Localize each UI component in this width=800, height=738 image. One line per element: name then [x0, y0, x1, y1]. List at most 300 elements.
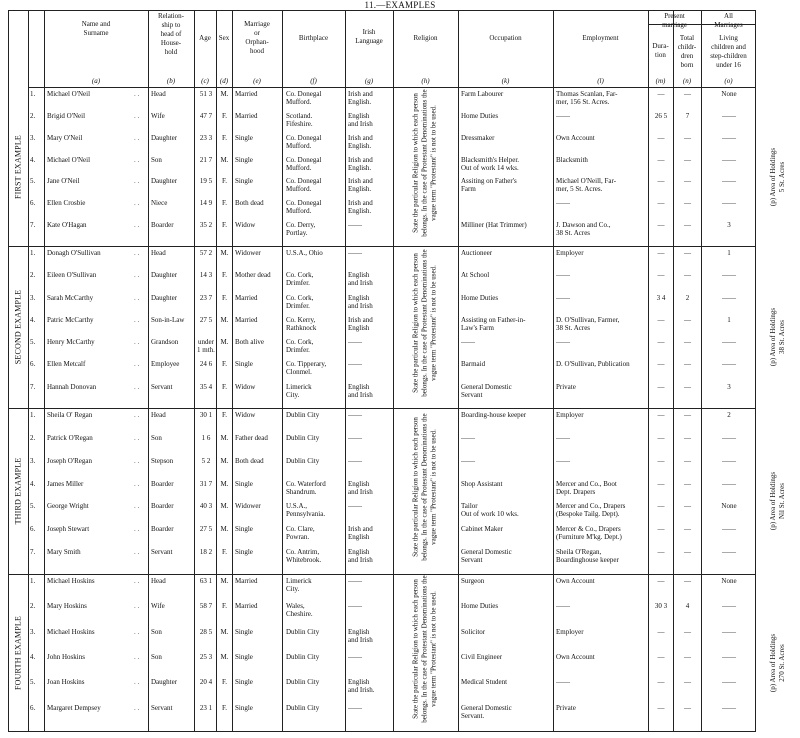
living-children: —— [722, 338, 736, 347]
person-name: Joseph O'Regan [47, 456, 93, 465]
person-name: Jane O'Neil [47, 177, 80, 186]
age: 19 5 [199, 177, 213, 186]
employment: —— [556, 338, 570, 347]
total-children-born: — [684, 315, 691, 324]
religion-note: State the particular Religion to which each person belongs. In the case of Protestant Denominations the vague term "Protestant" is not to be used. [411, 249, 438, 397]
col-letter: (d) [219, 77, 229, 85]
relationship: Employee [151, 360, 180, 369]
marital-status: Married [235, 315, 258, 324]
total-children-born: — [684, 433, 691, 442]
living-children: 3 [727, 221, 731, 230]
occupation: —— [461, 433, 475, 442]
col-letter: (o) [724, 77, 733, 85]
example-label: SECOND EXAMPLE [13, 289, 23, 365]
person-name: Joan Hoskins [47, 678, 85, 687]
relationship: Servant [151, 548, 173, 557]
age: 5 2 [201, 456, 211, 465]
age: 14 9 [199, 199, 213, 208]
name-leader: . . [134, 338, 140, 347]
row-number: 1. [30, 411, 36, 419]
sex: M. [220, 338, 229, 347]
relationship: Boarder [151, 502, 174, 511]
employment: —— [556, 199, 570, 208]
row-number: 6. [30, 199, 36, 208]
living-children: —— [722, 433, 736, 442]
person-name: Ellen Metcalf [47, 360, 86, 369]
living-children: —— [722, 548, 736, 557]
age: 35 2 [199, 221, 213, 230]
total-children-born: — [684, 479, 691, 488]
name-leader: . . [134, 456, 140, 465]
relationship: Son [151, 155, 162, 164]
birthplace: Scotland. Fifeshire. [286, 111, 313, 128]
person-name: Henry McCarthy [47, 338, 95, 347]
birthplace: Co. Cork, Drimfer. [286, 338, 314, 355]
birthplace: Co. Antrim, Whitebrook. [286, 548, 322, 565]
relationship: Son-in-Law [151, 315, 185, 324]
area-of-holdings: (p) Area of Holdings 5 St. Acres [769, 147, 786, 206]
marital-status: Both dead [235, 199, 264, 208]
person-name: Ellen Crosbie [47, 199, 86, 208]
row-number: 3. [30, 133, 36, 142]
column-rule [28, 10, 29, 732]
col-letter: (n) [682, 77, 692, 85]
living-children: —— [722, 678, 736, 687]
marital-status: Both dead [235, 456, 264, 465]
irish-language: Irish and English [348, 315, 373, 332]
occupation: Solicitor [461, 627, 486, 636]
marriage-duration: — [657, 249, 665, 257]
age: 1 6 [201, 433, 211, 442]
living-children: —— [722, 703, 736, 712]
col-header-sex: Sex [218, 34, 230, 42]
person-name: George Wright [47, 502, 89, 511]
irish-language: Irish and English [348, 525, 373, 542]
name-leader: . . [134, 678, 140, 687]
total-children-born: — [684, 577, 691, 585]
person-name: Brigid O'Neil [47, 111, 86, 120]
row-number: 2. [30, 433, 36, 442]
birthplace: Dublin City [286, 653, 320, 661]
column-rule [194, 10, 195, 732]
religion-note: State the particular Religion to which each person belongs. In the case of Protestant Denominations the vague term "Protestant" is not to be used. [411, 575, 438, 723]
sex: M. [220, 315, 229, 324]
person-name: John Hoskins [47, 653, 85, 661]
relationship: Head [151, 249, 166, 257]
sex: M. [220, 653, 229, 661]
person-name: Michael O'Neil [47, 155, 91, 164]
marital-status: Single [235, 653, 253, 661]
person-name: Mary Smith [47, 548, 81, 557]
marriage-duration: — [657, 315, 665, 324]
marital-status: Widower [235, 502, 261, 511]
name-leader: . . [134, 249, 140, 257]
row-number: 4. [30, 155, 36, 164]
total-children-born: — [684, 90, 691, 98]
row-number: 5. [30, 338, 36, 347]
marital-status: Single [235, 678, 253, 687]
irish-language: —— [348, 502, 362, 511]
person-name: Sheila O' Regan [47, 411, 93, 419]
sex: F. [221, 548, 228, 557]
row-number: 3. [30, 293, 36, 302]
occupation: General Domestic Servant. [461, 703, 512, 720]
living-children: —— [722, 360, 736, 369]
name-leader: . . [134, 502, 140, 511]
living-children: —— [722, 177, 736, 186]
occupation: Shop Assistant [461, 479, 503, 488]
employment: Private [556, 703, 576, 712]
birthplace: Dublin City [286, 456, 320, 465]
marital-status: Widow [235, 411, 256, 419]
occupation: Assiting on Father's Farm [461, 177, 517, 194]
employment: J. Dawson and Co., 38 St. Acres [556, 221, 611, 238]
marital-status: Single [235, 360, 253, 369]
birthplace: Dublin City [286, 703, 320, 712]
occupation: Barmaid [461, 360, 486, 369]
sex: M. [220, 249, 229, 257]
row-number: 2. [30, 602, 36, 611]
irish-language: —— [348, 360, 362, 369]
birthplace: Co. Derry, Portlay. [286, 221, 316, 238]
row-number: 4. [30, 653, 36, 661]
name-leader: . . [134, 382, 140, 391]
age: 18 2 [199, 548, 213, 557]
name-leader: . . [134, 271, 140, 280]
employment: Blacksmith [556, 155, 588, 164]
marriage-duration: — [657, 360, 665, 369]
col-header-all-marriages: All Marriages [714, 12, 743, 29]
marriage-duration: — [657, 627, 665, 636]
total-children-born: — [684, 382, 691, 391]
name-leader: . . [134, 155, 140, 164]
age: 31 7 [199, 479, 213, 488]
living-children: —— [722, 271, 736, 280]
age: 23 1 [199, 703, 213, 712]
name-leader: . . [134, 653, 140, 661]
marital-status: Single [235, 177, 253, 186]
person-name: Eileen O'Sullivan [47, 271, 97, 280]
person-name: Margaret Dempsey [47, 703, 101, 712]
birthplace: Limerick City. [286, 382, 312, 399]
total-children-born: — [684, 155, 691, 164]
total-children-born: — [684, 678, 691, 687]
relationship: Head [151, 411, 166, 419]
age: 35 4 [199, 382, 213, 391]
name-leader: . . [134, 433, 140, 442]
birthplace: Co. Donegal Mufford. [286, 133, 322, 150]
irish-language: —— [348, 221, 362, 230]
row-number: 1. [30, 90, 36, 98]
sex: M. [220, 627, 229, 636]
living-children: None [721, 90, 737, 98]
employment: —— [556, 293, 570, 302]
name-leader: . . [134, 411, 140, 419]
birthplace: Dublin City [286, 411, 320, 419]
age: 63 1 [199, 577, 213, 585]
living-children: —— [722, 293, 736, 302]
marital-status: Widower [235, 249, 261, 257]
total-children-born: — [684, 653, 691, 661]
birthplace: Limerick City. [286, 577, 312, 593]
marriage-duration: — [657, 577, 665, 585]
sex: M. [220, 433, 229, 442]
col-header-marriage: Marriage or Orphan- hood [244, 20, 270, 55]
birthplace: Co. Cork, Drimfer. [286, 271, 314, 288]
birthplace: Co. Donegal Mufford. [286, 177, 322, 194]
sex: F. [221, 360, 228, 369]
occupation: Medical Student [461, 678, 508, 687]
name-leader: . . [134, 221, 140, 230]
living-children: None [721, 502, 737, 511]
col-header-irish-language: Irish Language [355, 28, 383, 45]
relationship: Wife [151, 111, 165, 120]
column-rule [345, 10, 346, 732]
name-leader: . . [134, 602, 140, 611]
name-leader: . . [134, 525, 140, 534]
person-name: Joseph Stewart [47, 525, 90, 534]
age: under 1 mth. [197, 338, 215, 355]
marital-status: Father dead [235, 433, 268, 442]
relationship: Servant [151, 382, 173, 391]
occupation: Blacksmith's Helper. Out of work 14 wks. [461, 155, 520, 172]
total-children-born: 7 [685, 111, 690, 120]
sex: F. [221, 177, 228, 186]
living-children: —— [722, 627, 736, 636]
employment: Mercer and Co., Drapers (Bespoke Tailg. Dept). [556, 502, 626, 519]
name-leader: . . [134, 199, 140, 208]
irish-language: —— [348, 577, 362, 585]
name-leader: . . [134, 577, 140, 585]
marriage-duration: — [657, 199, 665, 208]
header-rule [28, 87, 756, 88]
living-children: —— [722, 133, 736, 142]
marriage-duration: — [657, 525, 665, 534]
person-name: Patrick O'Regan [47, 433, 93, 442]
irish-language: —— [348, 456, 362, 465]
living-children: —— [722, 653, 736, 661]
person-name: Sarah McCarthy [47, 293, 94, 302]
age: 27 5 [199, 525, 213, 534]
area-of-holdings: (p) Area of Holdings 38 St. Acres [769, 307, 786, 367]
person-name: James Miller [47, 479, 84, 488]
total-children-born: — [684, 249, 691, 257]
name-leader: . . [134, 315, 140, 324]
row-number: 5. [30, 177, 36, 186]
employment: Mercer and Co., Boot Dept. Drapers [556, 479, 617, 496]
row-number: 1. [30, 249, 36, 257]
example-rule [8, 408, 756, 409]
marriage-duration: — [657, 133, 665, 142]
age: 25 3 [199, 653, 213, 661]
col-letter: (e) [253, 77, 261, 85]
col-header-occupation: Occupation [489, 34, 522, 42]
name-leader: . . [134, 703, 140, 712]
relationship: Daughter [151, 271, 178, 280]
row-number: 6. [30, 360, 36, 369]
col-letter: (f) [310, 77, 317, 85]
marriage-duration: 3 4 [656, 293, 666, 302]
age: 28 5 [199, 627, 213, 636]
relationship: Wife [151, 602, 165, 611]
living-children: 3 [727, 382, 731, 391]
total-children-born: — [684, 271, 691, 280]
total-children-born: — [684, 456, 691, 465]
row-number: 4. [30, 315, 36, 324]
sex: F. [221, 293, 228, 302]
row-number: 6. [30, 525, 36, 534]
marital-status: Single [235, 627, 253, 636]
example-label: THIRD EXAMPLE [13, 457, 23, 525]
marriage-duration: — [657, 90, 665, 98]
occupation: Auctioneer [461, 249, 493, 257]
name-leader: . . [134, 111, 140, 120]
example-label: FIRST EXAMPLE [13, 134, 23, 199]
row-number: 5. [30, 678, 36, 687]
total-children-born: 2 [685, 293, 690, 302]
sex: M. [220, 525, 229, 534]
age: 23 3 [199, 133, 213, 142]
marital-status: Single [235, 525, 253, 534]
relationship: Son [151, 653, 162, 661]
column-rule [232, 10, 233, 732]
living-children: —— [722, 602, 736, 611]
col-letter: (c) [201, 77, 209, 85]
relationship: Boarder [151, 525, 174, 534]
employment: D. O'Sullivan, Publication [556, 360, 630, 369]
irish-language: Irish and English. [348, 90, 373, 106]
relationship: Daughter [151, 133, 178, 142]
irish-language: —— [348, 338, 362, 347]
col-letter: (h) [421, 77, 430, 85]
marriage-duration: — [657, 703, 665, 712]
age: 47 7 [199, 111, 213, 120]
employment: Own Account [556, 133, 595, 142]
relationship: Boarder [151, 221, 174, 230]
age: 21 7 [199, 155, 213, 164]
marriage-duration: 30 3 [654, 602, 668, 611]
occupation: Farm Labourer [461, 90, 504, 98]
employment: Employer [556, 249, 584, 257]
employment: —— [556, 111, 570, 120]
marital-status: Married [235, 577, 258, 585]
marriage-duration: — [657, 271, 665, 280]
marriage-duration: — [657, 221, 665, 230]
total-children-born: — [684, 360, 691, 369]
irish-language: —— [348, 703, 362, 712]
sex: M. [220, 155, 229, 164]
example-label: FOURTH EXAMPLE [13, 615, 23, 691]
total-children-born: — [684, 525, 691, 534]
person-name: Kate O'Hagan [47, 221, 87, 230]
person-name: Mary Hoskins [47, 602, 87, 611]
employment: D. O'Sullivan, Farmer, 38 St. Acres [556, 315, 620, 332]
sex: M. [220, 479, 229, 488]
row-number: 7. [30, 548, 36, 557]
marriage-duration: — [657, 338, 665, 347]
irish-language: —— [348, 653, 362, 661]
irish-language: Irish and English. [348, 155, 373, 172]
employment: Employer [556, 411, 584, 419]
marriage-duration: — [657, 678, 665, 687]
age: 51 3 [199, 90, 213, 98]
marriage-duration: — [657, 456, 665, 465]
relationship: Head [151, 90, 166, 98]
sex: F. [221, 703, 228, 712]
total-children-born: 4 [685, 602, 690, 611]
irish-language: English and Irish [348, 271, 373, 288]
sex: F. [221, 382, 228, 391]
row-number: 4. [30, 479, 36, 488]
example-rule [8, 246, 756, 247]
age: 40 3 [199, 502, 213, 511]
irish-language: Irish and English. [348, 133, 373, 150]
employment: Private [556, 382, 576, 391]
sex: F. [221, 271, 228, 280]
irish-language: English and Irish [348, 293, 373, 310]
sex: F. [221, 199, 228, 208]
name-leader: . . [134, 479, 140, 488]
occupation: Assisting on Father-in- Law's Farm [461, 315, 526, 332]
area-of-holdings: (p) Area of Holdings Nil St. Acres [769, 471, 786, 531]
marriage-duration: — [657, 548, 665, 557]
marriage-duration: — [657, 155, 665, 164]
occupation: Boarding-house keeper [461, 411, 527, 419]
marital-status: Single [235, 155, 253, 164]
name-leader: . . [134, 177, 140, 186]
birthplace: Co. Donegal Mufford. [286, 199, 322, 216]
marital-status: Single [235, 548, 253, 557]
marital-status: Widow [235, 221, 256, 230]
occupation: At School [461, 271, 490, 280]
marital-status: Married [235, 111, 258, 120]
irish-language: —— [348, 249, 362, 257]
col-header-living-children: Living children and step-children under 16 [710, 34, 747, 69]
employment: Michael O'Neill, Far- mer, 5 St. Acres. [556, 177, 617, 194]
row-number: 3. [30, 456, 36, 465]
irish-language: English and Irish. [348, 678, 375, 695]
age: 30 1 [199, 411, 213, 419]
employment: Employer [556, 627, 584, 636]
employment: —— [556, 271, 570, 280]
occupation: Cabinet Maker [461, 525, 503, 534]
marriage-duration: — [657, 653, 665, 661]
living-children: —— [722, 199, 736, 208]
birthplace: Co. Donegal Mufford. [286, 155, 322, 172]
person-name: Donagh O'Sullivan [47, 249, 101, 257]
irish-language: Irish and English. [348, 177, 373, 194]
total-children-born: — [684, 221, 691, 230]
employment: —— [556, 602, 570, 611]
religion-note: State the particular Religion to which each person belongs. In the case of Protestant Denominations the vague term "Protestant" is not to be used. [411, 88, 438, 237]
age: 57 2 [199, 249, 213, 257]
sex: F. [221, 602, 228, 611]
age: 58 7 [199, 602, 213, 611]
relationship: Daughter [151, 678, 178, 687]
irish-language: English and Irish [348, 111, 373, 128]
occupation: —— [461, 456, 475, 465]
person-name: Michael Hoskins [47, 627, 95, 636]
col-header-age: Age [199, 34, 211, 42]
total-children-born: — [684, 338, 691, 347]
marriage-duration: — [657, 433, 665, 442]
row-number: 7. [30, 382, 36, 391]
occupation: Civil Engineer [461, 653, 503, 661]
total-children-born: — [684, 199, 691, 208]
relationship: Grandson [151, 338, 179, 347]
col-letter: (a) [91, 77, 101, 85]
irish-language: Irish and English. [348, 199, 373, 216]
